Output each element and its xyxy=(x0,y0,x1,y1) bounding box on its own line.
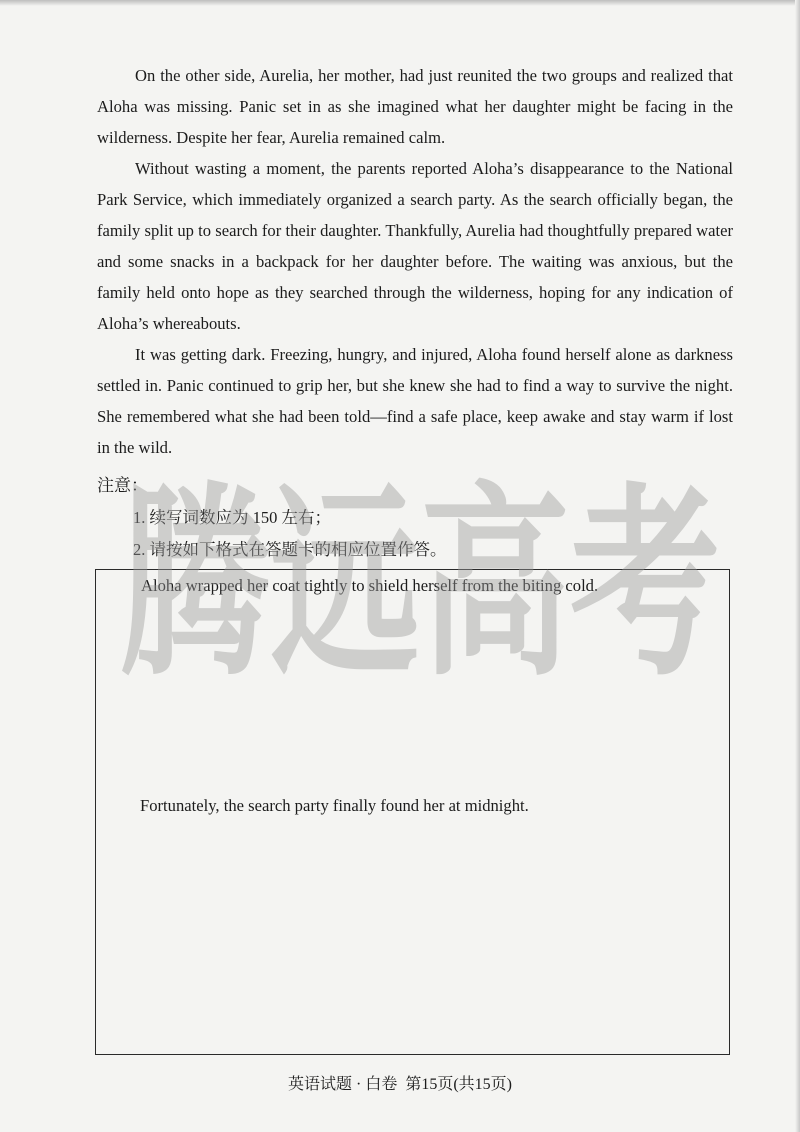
continuation-prompt-2: Fortunately, the search party finally found her at midnight. xyxy=(140,796,529,815)
continuation-prompt-1: Aloha wrapped her coat tightly to shield herself from the biting cold. xyxy=(141,576,599,595)
passage-paragraph-3: It was getting dark. Freezing, hungry, and injured, Aloha found herself alone as darkness settled in. Panic continued to grip her, but she knew she had to find a way to survive the night. She remembered what she had been told—find a safe place, keep awake and stay warm if lost in the wild. xyxy=(97,345,733,457)
passage-paragraph-1: On the other side, Aurelia, her mother, had just reunited the two groups and realized that Aloha was missing. Panic set in as she imagined what her daughter might be facing in the wilderness. Despite her fear, Aurelia remained calm. xyxy=(97,66,733,147)
watermark-text: 腾远高考 xyxy=(120,466,720,685)
instructions-heading: 注意： xyxy=(97,476,148,495)
page-right-edge xyxy=(795,0,800,1132)
passage-paragraph-2: Without wasting a moment, the parents reported Aloha’s disappearance to the National Park Service, which immediately organized a search party. As the search officially began, the family split up to search for their daughter. Thankfully, Aurelia had thoughtfully prepared water and some snacks in a backpack for her daughter before. The waiting was anxious, but the family held onto hope as they searched through the wilderness, hoping for any indication of Aloha’s whereabouts. xyxy=(97,159,733,333)
page-footer xyxy=(0,1071,800,1094)
footer-page-number: 第15页(共15页) xyxy=(405,1076,512,1093)
instruction-item-1: 1. 续写词数应为 150 左右； xyxy=(133,508,331,527)
instructions xyxy=(97,470,697,566)
footer-subject: 英语试题 · 白卷 xyxy=(287,1076,398,1093)
answer-box[interactable] xyxy=(95,569,730,1055)
page-top-edge xyxy=(0,0,800,6)
instruction-item-2: 2. 请按如下格式在答题卡的相应位置作答。 xyxy=(133,540,447,559)
story-passage xyxy=(97,60,733,463)
